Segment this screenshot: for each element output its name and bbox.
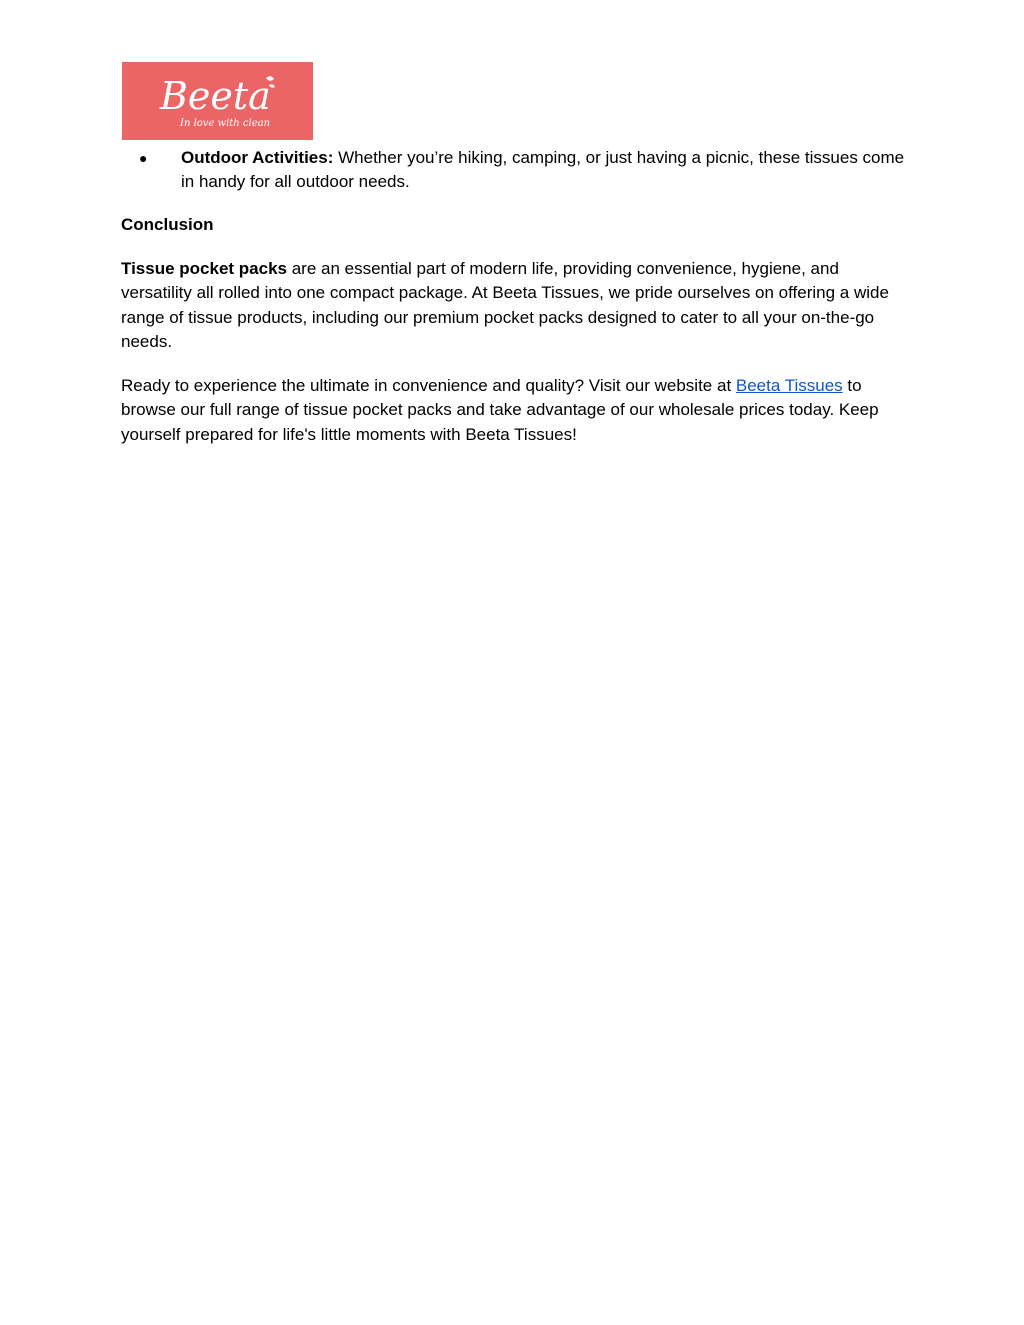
para2-text-before: Ready to experience the ultimate in convenience and quality? Visit our website at [121, 376, 736, 396]
conclusion-paragraph-2 [121, 374, 911, 447]
bullet-marker: ● [139, 150, 148, 166]
conclusion-paragraph-1 [121, 257, 911, 354]
logo-brand: Beeta [160, 74, 271, 118]
para1-text: are an essential part of modern life, providing convenience, hygiene, and versatility all rolled into one compact package. At Beeta Tissues, we pride ourselves on offering a wide range of tissue products, including our premium pocket packs designed to cater to all your on-the-go needs. [121, 259, 889, 351]
section-heading-conclusion: Conclusion [121, 215, 214, 234]
beeta-logo [122, 62, 313, 140]
beeta-tissues-link[interactable]: Beeta Tissues [735, 376, 843, 396]
bullet-title: Outdoor Activities: [181, 148, 334, 167]
beeta-logo-mark [122, 62, 313, 140]
para2-text-after: to browse our full range of tissue pocket packs and take advantage of our wholesale prices today. Keep yourself prepared for life's little moments with Beeta Tissues! [121, 376, 879, 444]
bullet-text: Whether you’re hiking, camping, or just having a picnic, these tissues come in handy for all outdoor needs. [181, 148, 905, 191]
logo-tagline: In love with clean [180, 118, 271, 129]
para1-bold-term: Tissue pocket packs [121, 259, 287, 278]
document-page [121, 62, 911, 464]
list-item-outdoor-activities [121, 146, 911, 194]
